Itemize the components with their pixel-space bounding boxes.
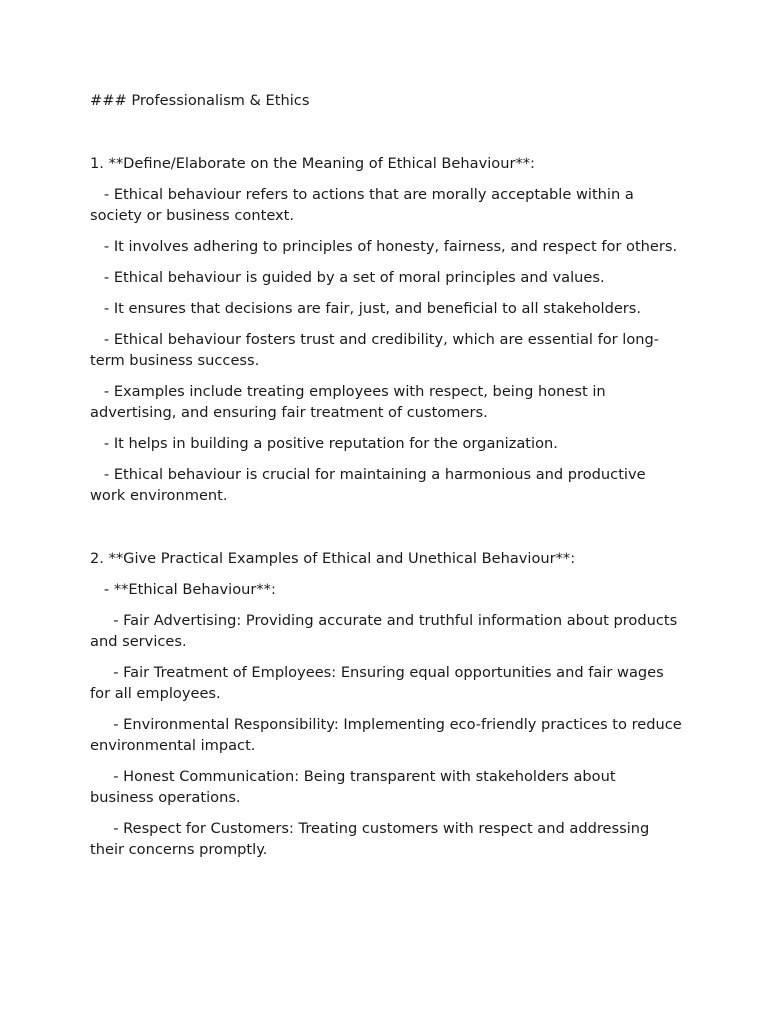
section-1-item: - It involves adhering to principles of honesty, fairness, and respect for others. <box>90 238 678 255</box>
section-2-subheading: - **Ethical Behaviour**: <box>90 581 276 598</box>
section-1-item: - Ethical behaviour is guided by a set of moral principles and values. <box>90 269 605 286</box>
section-1-item: - Examples include treating employees with respect, being honest in advertising, and ensuring fair treatment of customers. <box>90 383 611 421</box>
section-1-item: - Ethical behaviour refers to actions that are morally acceptable within a society or business context. <box>90 186 639 224</box>
section-1-item: - Ethical behaviour is crucial for maintaining a harmonious and productive work environment. <box>90 466 651 504</box>
section-1-item: - It ensures that decisions are fair, just, and beneficial to all stakeholders. <box>90 300 642 317</box>
section-2-item: - Environmental Responsibility: Implementing eco-friendly practices to reduce environmental impact. <box>90 716 687 754</box>
section-1-title: 1. **Define/Elaborate on the Meaning of Ethical Behaviour**: <box>90 155 535 172</box>
document-page <box>90 90 687 870</box>
section-1-item: - Ethical behaviour fosters trust and credibility, which are essential for long-term business success. <box>90 331 660 369</box>
section-2-item: - Fair Treatment of Employees: Ensuring equal opportunities and fair wages for all employees. <box>90 664 669 702</box>
section-2-item: - Honest Communication: Being transparent with stakeholders about business operations. <box>90 768 621 806</box>
document-heading: ### Professionalism & Ethics <box>90 92 310 109</box>
section-1-item: - It helps in building a positive reputation for the organization. <box>90 435 558 452</box>
section-2-item: - Fair Advertising: Providing accurate and truthful information about products and services. <box>90 612 682 650</box>
section-2-title: 2. **Give Practical Examples of Ethical and Unethical Behaviour**: <box>90 550 576 567</box>
section-2-item: - Respect for Customers: Treating customers with respect and addressing their concerns promptly. <box>90 820 654 858</box>
